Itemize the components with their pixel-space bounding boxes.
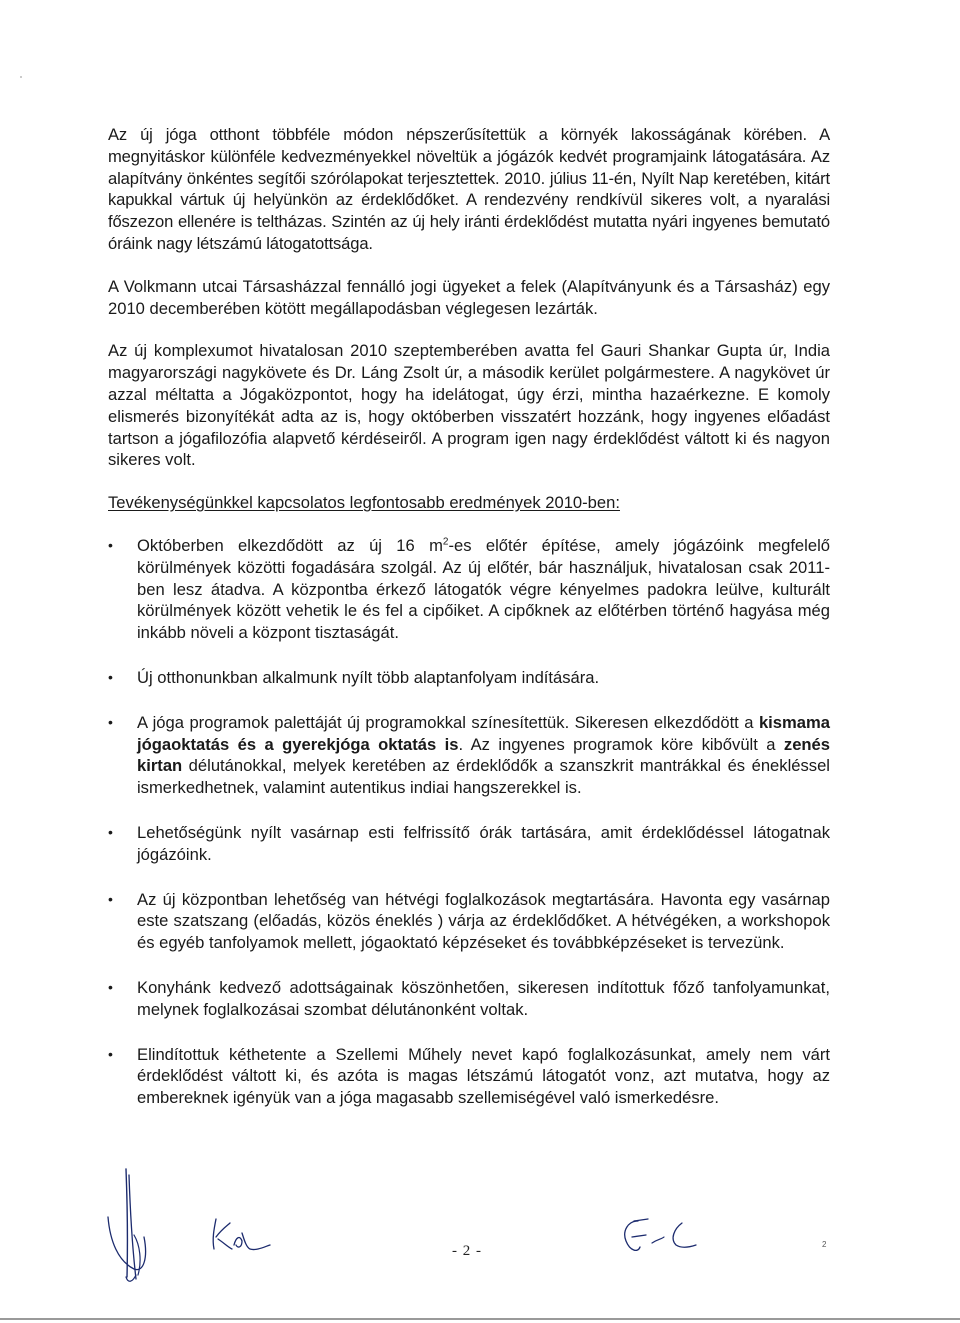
list-item-text-end: -es előtér építése, amely jógázóink megfelelő körülmények közötti fogadására szolgál. Az új előtér, bár használjuk, hivatalosan csak 2011-ben lesz átadva. A központba érkező látogatók végre kényelmes padokra leülve, kulturált körülmények között vehetik le és fel a cipőiket. A cipőknek az előtérben történő hagyása még inkább növeli a központ tisztaságát. [137,535,830,643]
bottom-edge-line [0,1318,960,1320]
paragraph-inauguration: Az új komplexumot hivatalosan 2010 szeptemberében avatta fel Gauri Shankar Gupta úr, India magyarországi nagykövete és Dr. Láng Zsolt úr, a második kerület polgármestere. A nagykövet úr azzal méltatta a Jógaközpontot, hogy ha idelátogat, úgy érzi, mintha hazaérkezne. E komoly elismerés bizonyítékát adta az is, hogy októberben visszatért hozzánk, hogy ingyenes előadást tartson a jógafilozófia alapvető kérdéseiről. A program igen nagy érdeklődést váltott ki és nagyon sikeres volt. [108,341,830,470]
achievements-list [108,535,830,1109]
bullet-icon [108,889,124,911]
signature-1 [96,1165,166,1285]
list-item-text-part: A jóga programok palettáját új programokkal színesítettük. Sikeresen elkezdődött a [137,712,759,732]
list-item [108,535,830,644]
list-item [108,977,830,1021]
list-item [108,822,830,866]
bullet-icon [108,1044,124,1066]
page-number: - 2 - [452,1243,482,1259]
bullet-icon [108,712,124,734]
paragraph-legal: A Volkmann utcai Társasházzal fennálló jogi ügyeket a felek (Alapítványunk és a Társasház) egy 2010 decemberében kötött megállapodásban véglegesen lezárták. [108,276,830,318]
list-item-text: Lehetőségünk nyílt vasárnap esti felfrissítő órák tartására, amit érdeklődéssel látogatnak jógázóink. [137,822,830,864]
list-item-text-start: Októberben elkezdődött az új 16 m [137,535,443,555]
bullet-icon [108,822,124,844]
list-item-text: Elindítottuk kéthetente a Szellemi Műhely nevet kapó foglalkozásunkat, amely nem várt érdeklődést váltott ki, és azóta is magas létszámú látogatót vonz, azt mutatva, hogy az embereknek igényük van a jóga magasabb szellemiségével való ismerkedésre. [137,1044,830,1108]
bullet-icon [108,667,124,689]
signature-2 [208,1215,278,1255]
bullet-icon [108,535,124,557]
list-item-text-part: . Az ingyenes programok köre kibővült a [458,734,784,754]
scan-speck [20,76,22,78]
list-item [108,667,830,689]
paragraph-promotion: Az új jóga otthont többféle módon népszerűsítettük a környék lakosságának körében. A megnyitáskor különféle kedvezményekkel növeltük a jógázók kedvét programjaink látogatására. Az alapítvány önkéntes segítői szórólapokat terjesztettek. 2010. július 11-én, Nyílt Nap keretében, kitárt kapukkal vártuk új helyünkön az érdeklődőket. A rendezvény rendkívül sikeres volt, a nyaralási főszezon ellenére is teltházas. Szintén az új hely iránti érdeklődést mutatta nyári ingyenes bemutató óráink nagy létszámú látogatottsága. [108,125,830,253]
bullet-icon [108,977,124,999]
corner-mark: 2 [822,1240,827,1249]
list-item [108,1044,830,1109]
superscript: 2 [442,536,449,548]
list-item-text-part: délutánokkal, melyek keretében az érdeklődők a szanszkrit mantrákkal és énekléssel ismerkedhetnek, valamint autentikus indiai hangszerekkel is. [137,756,830,798]
document-body [108,124,830,1132]
list-item-text: Konyhánk kedvező adottságainak köszönhetően, sikeresen indítottuk főző tanfolyamunkat, melynek foglalkozásai szombat délutánonként voltak. [137,977,830,1019]
list-item [108,712,830,799]
list-item-text: Új otthonunkban alkalmunk nyílt több alaptanfolyam indítására. [137,667,600,687]
bold-programs: kismama jógaoktatás és a gyerekjóga oktatás is [137,712,830,754]
signature-3 [618,1213,700,1259]
bold-kirtan: zenés kirtan [137,734,831,776]
list-item-text: Az új központban lehetőség van hétvégi foglalkozások megtartására. Havonta egy vasárnap este szatszang (előadás, közös éneklés ) várja az érdeklődőket. A hétvégéken, a workshopok és egyéb tanfolyamok mellett, jógaoktató képzéseket és továbbképzéseket is tervezünk. [137,889,830,953]
achievements-heading: Tevékenységünkkel kapcsolatos legfontosabb eredmények 2010-ben: [108,493,620,513]
list-item [108,889,830,954]
